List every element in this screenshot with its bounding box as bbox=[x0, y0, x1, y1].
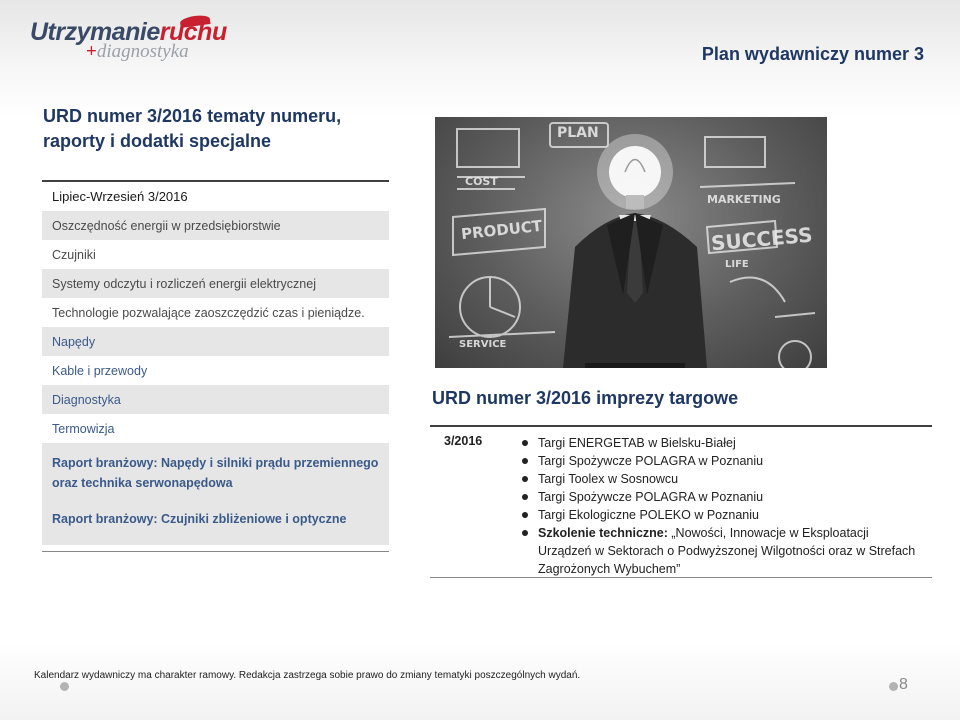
table-row: Technologie pozwalające zaoszczędzić czas i pieniądze. bbox=[52, 305, 365, 320]
logo-sub-text bbox=[86, 41, 189, 63]
table-row: Oszczędność energii w przedsiębiorstwie bbox=[42, 211, 389, 240]
chalk-word: SUCCESS bbox=[710, 222, 814, 256]
footer-note: Kalendarz wydawniczy ma charakter ramowy. Redakcja zastrzega sobie prawo do zmiany tematyki poszczególnych wydań. bbox=[34, 670, 581, 681]
chalk-word: PRODUCT bbox=[460, 216, 543, 244]
logo-plus: + bbox=[86, 41, 97, 62]
training-text: „Nowości, Innowacje w Eksploatacji Urządzeń w Sektorach o Podwyższonej Wilgotności oraz w Strefach Zagrożonych Wybuchem” bbox=[538, 526, 916, 576]
table-row: Termowizja bbox=[52, 421, 115, 436]
topics-table bbox=[42, 182, 389, 545]
logo bbox=[30, 18, 230, 68]
list-item: Targi Spożywcze POLAGRA w Poznaniu bbox=[520, 452, 920, 470]
table-row: Napędy bbox=[42, 327, 389, 356]
list-item-training bbox=[520, 524, 920, 578]
page-number: 8 bbox=[899, 676, 908, 693]
main-title: URD numer 3/2016 tematy numeru, raporty i dodatki specjalne bbox=[43, 106, 342, 151]
table-row: Kable i przewody bbox=[52, 363, 148, 378]
fairs-list bbox=[520, 434, 920, 578]
chalk-word: MARKETING bbox=[707, 193, 781, 206]
reports-box bbox=[42, 443, 389, 545]
chalkboard-photo bbox=[435, 117, 827, 368]
training-label: Szkolenie techniczne: bbox=[538, 526, 668, 540]
table-row: Diagnostyka bbox=[42, 385, 389, 414]
chalk-word: LIFE bbox=[725, 259, 749, 270]
logo-sub-word: diagnostyka bbox=[96, 41, 189, 62]
fairs-title: URD numer 3/2016 imprezy targowe bbox=[432, 388, 739, 408]
plan-title: Plan wydawniczy numer 3 bbox=[701, 44, 924, 64]
issue-code: 3/2016 bbox=[444, 434, 483, 448]
chalk-word: SERVICE bbox=[459, 339, 507, 350]
fairs-bottom-rule bbox=[430, 577, 932, 578]
table-bottom-rule bbox=[42, 551, 389, 552]
chalk-word: PLAN bbox=[557, 125, 599, 141]
list-item: Targi Toolex w Sosnowcu bbox=[520, 470, 920, 488]
fairs-top-rule bbox=[430, 425, 932, 427]
table-row-period: Lipiec-Wrzesień 3/2016 bbox=[52, 189, 188, 204]
list-item: Targi Spożywcze POLAGRA w Poznaniu bbox=[520, 488, 920, 506]
list-item: Targi Ekologiczne POLEKO w Poznaniu bbox=[520, 506, 920, 524]
list-item: Targi ENERGETAB w Bielsku-Białej bbox=[520, 434, 920, 452]
table-row: Systemy odczytu i rozliczeń energii elektrycznej bbox=[42, 269, 389, 298]
table-row: Czujniki bbox=[52, 247, 96, 262]
logo-part-1: Utrzymanie bbox=[30, 18, 160, 46]
logo-part-2: ruchu bbox=[159, 18, 227, 46]
chalk-word: COST bbox=[465, 175, 498, 188]
footer-dot-right bbox=[889, 682, 898, 691]
report-item: Raport branżowy: Napędy i silniki prądu przemiennego oraz technika serwonapędowa bbox=[52, 456, 379, 490]
footer-dot-left bbox=[60, 682, 69, 691]
report-item: Raport branżowy: Czujniki zbliżeniowe i optyczne bbox=[52, 512, 347, 526]
